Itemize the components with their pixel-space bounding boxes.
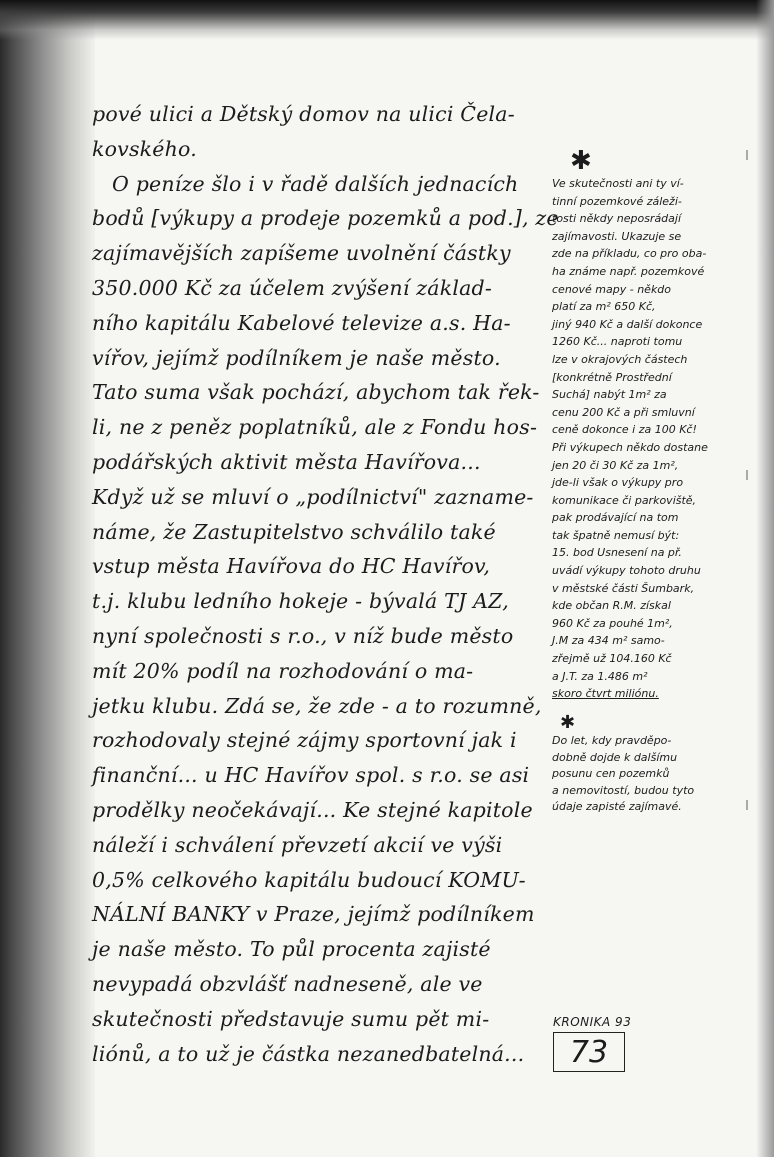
book-gutter-shadow <box>0 0 95 1157</box>
note-line: lze v okrajových částech <box>552 352 688 366</box>
text-line: ního kapitálu Kabelové televize a.s. Ha- <box>92 310 511 335</box>
text-line: rozhodovaly stejné zájmy sportovní jak i <box>92 728 517 753</box>
note-line: údaje zapisté zajímavé. <box>552 800 682 813</box>
note-line: kde občan R.M. získal <box>552 599 671 613</box>
note-line: platí za m² 650 Kč, <box>552 300 656 314</box>
note-line: zřejmě už 104.160 Kč <box>552 652 672 666</box>
text-line: vířov, jejímž podílníkem je naše město. <box>92 345 501 370</box>
text-line: mít 20% podíl na rozhodování o ma- <box>92 658 474 683</box>
text-line: t.j. klubu ledního hokeje - bývalá TJ AZ, <box>92 589 509 614</box>
note-line: J.M za 434 m² samo- <box>552 634 665 648</box>
note-line: 1260 Kč... naproti tomu <box>552 335 683 349</box>
text-line: prodělky neočekávají... Ke stejné kapitole <box>92 797 533 822</box>
page-top-edge-shadow <box>0 0 774 40</box>
note-line: Při výkupech někdo dostane <box>552 440 708 454</box>
binding-mark <box>738 800 748 810</box>
text-line: 0,5% celkového kapitálu budoucí KOMU- <box>92 867 526 892</box>
note-line: v městské části Šumbark, <box>552 581 695 595</box>
note-line: zajímavosti. Ukazuje se <box>552 229 682 243</box>
text-line: náme, že Zastupitelstvo schválilo také <box>92 519 496 544</box>
text-line: O peníze šlo i v řadě dalších jednacích <box>112 171 519 196</box>
text-line: nevypadá obzvlášť nadneseně, ale ve <box>92 971 483 996</box>
text-line: je naše město. To půl procenta zajisté <box>92 937 491 962</box>
note-line: cenu 200 Kč a při smluvní <box>552 405 695 419</box>
note-line: skoro čtvrt miliónu. <box>552 687 659 701</box>
note-line: pak prodávající na tom <box>552 511 679 525</box>
margin-note-land-prices <box>552 175 762 703</box>
text-line: jetku klubu. Zdá se, že zde - a to rozumně, <box>92 693 542 718</box>
note-line: 15. bod Usnesení na př. <box>552 546 682 560</box>
note-line: uvádí výkupy tohoto druhu <box>552 564 701 578</box>
main-handwritten-text <box>92 97 559 1071</box>
note-line: tosti někdy neposrádají <box>552 212 682 226</box>
note-line: komunikace či parkoviště, <box>552 493 697 507</box>
note-line: dobně dojde k dalšímu <box>552 750 678 764</box>
note-line: tak špatně nemusí být: <box>552 528 680 542</box>
text-line: Tato suma však pochází, abychom tak řek- <box>92 380 540 405</box>
note-line: Suchá] nabýt 1m² za <box>552 388 667 402</box>
note-line: a J.T. za 1.486 m² <box>552 669 648 683</box>
text-line: NÁLNÍ BANKY v Praze, jejímž podílníkem <box>92 902 535 927</box>
text-line: pové ulici a Dětský domov na ulici Čela- <box>92 102 515 126</box>
binding-mark <box>738 470 748 480</box>
text-line: liónů, a to už je částka nezanedbatelná... <box>92 1041 525 1066</box>
note-line: posunu cen pozemků <box>552 767 670 780</box>
text-line: bodů [výkupy a prodeje pozemků a pod.], ze <box>92 206 559 231</box>
text-line: nyní společnosti s r.o., v níž bude město <box>92 623 514 648</box>
text-line: podářských aktivit města Havířova... <box>92 449 481 474</box>
text-line: Když už se mluví o „podílnictví" zazname- <box>92 484 534 509</box>
note-line: zde na příkladu, co pro oba- <box>552 247 707 261</box>
text-line: skutečnosti představuje sumu pět mi- <box>92 1006 490 1031</box>
margin-note-future <box>552 733 762 816</box>
note-line: a nemovitostí, budou tyto <box>552 783 695 797</box>
note-line: Do let, kdy pravděpo- <box>552 734 672 747</box>
text-line: 350.000 Kč za účelem zvýšení základ- <box>92 275 492 300</box>
note-line: ceně dokonce i za 100 Kč! <box>552 423 697 437</box>
text-line: zajímavějších zapíšeme uvolnění částky <box>92 241 511 266</box>
note-line: jiný 940 Kč a další dokonce <box>552 317 703 331</box>
note-line: [konkrétně Prostřední <box>552 370 672 384</box>
text-line: finanční... u HC Havířov spol. s r.o. se asi <box>92 763 530 788</box>
binding-mark <box>738 150 748 160</box>
note-line: Ve skutečnosti ani ty ví- <box>552 177 684 190</box>
text-line: vstup města Havířova do HC Havířov, <box>92 554 491 579</box>
text-line: náleží i schválení převzetí akcií ve výši <box>92 832 503 857</box>
note-line: jen 20 či 30 Kč za 1m², <box>552 458 679 472</box>
text-line: kovského. <box>92 136 197 161</box>
note-line: jde-li však o výkupy pro <box>552 476 684 490</box>
note-line: 960 Kč za pouhé 1m², <box>552 616 673 630</box>
asterisk-small-icon: ✱ <box>560 712 576 733</box>
note-line: tinní pozemkové záleži- <box>552 194 682 208</box>
note-line: cenové mapy - někdo <box>552 282 672 296</box>
note-line: ha známe např. pozemkové <box>552 264 705 278</box>
text-line: li, ne z peněz poplatníků, ale z Fondu hos- <box>92 415 538 440</box>
page-number: 73 <box>553 1032 625 1072</box>
asterisk-icon: ✱ <box>570 146 592 176</box>
chronicle-label: KRONIKA 93 <box>553 1015 632 1029</box>
